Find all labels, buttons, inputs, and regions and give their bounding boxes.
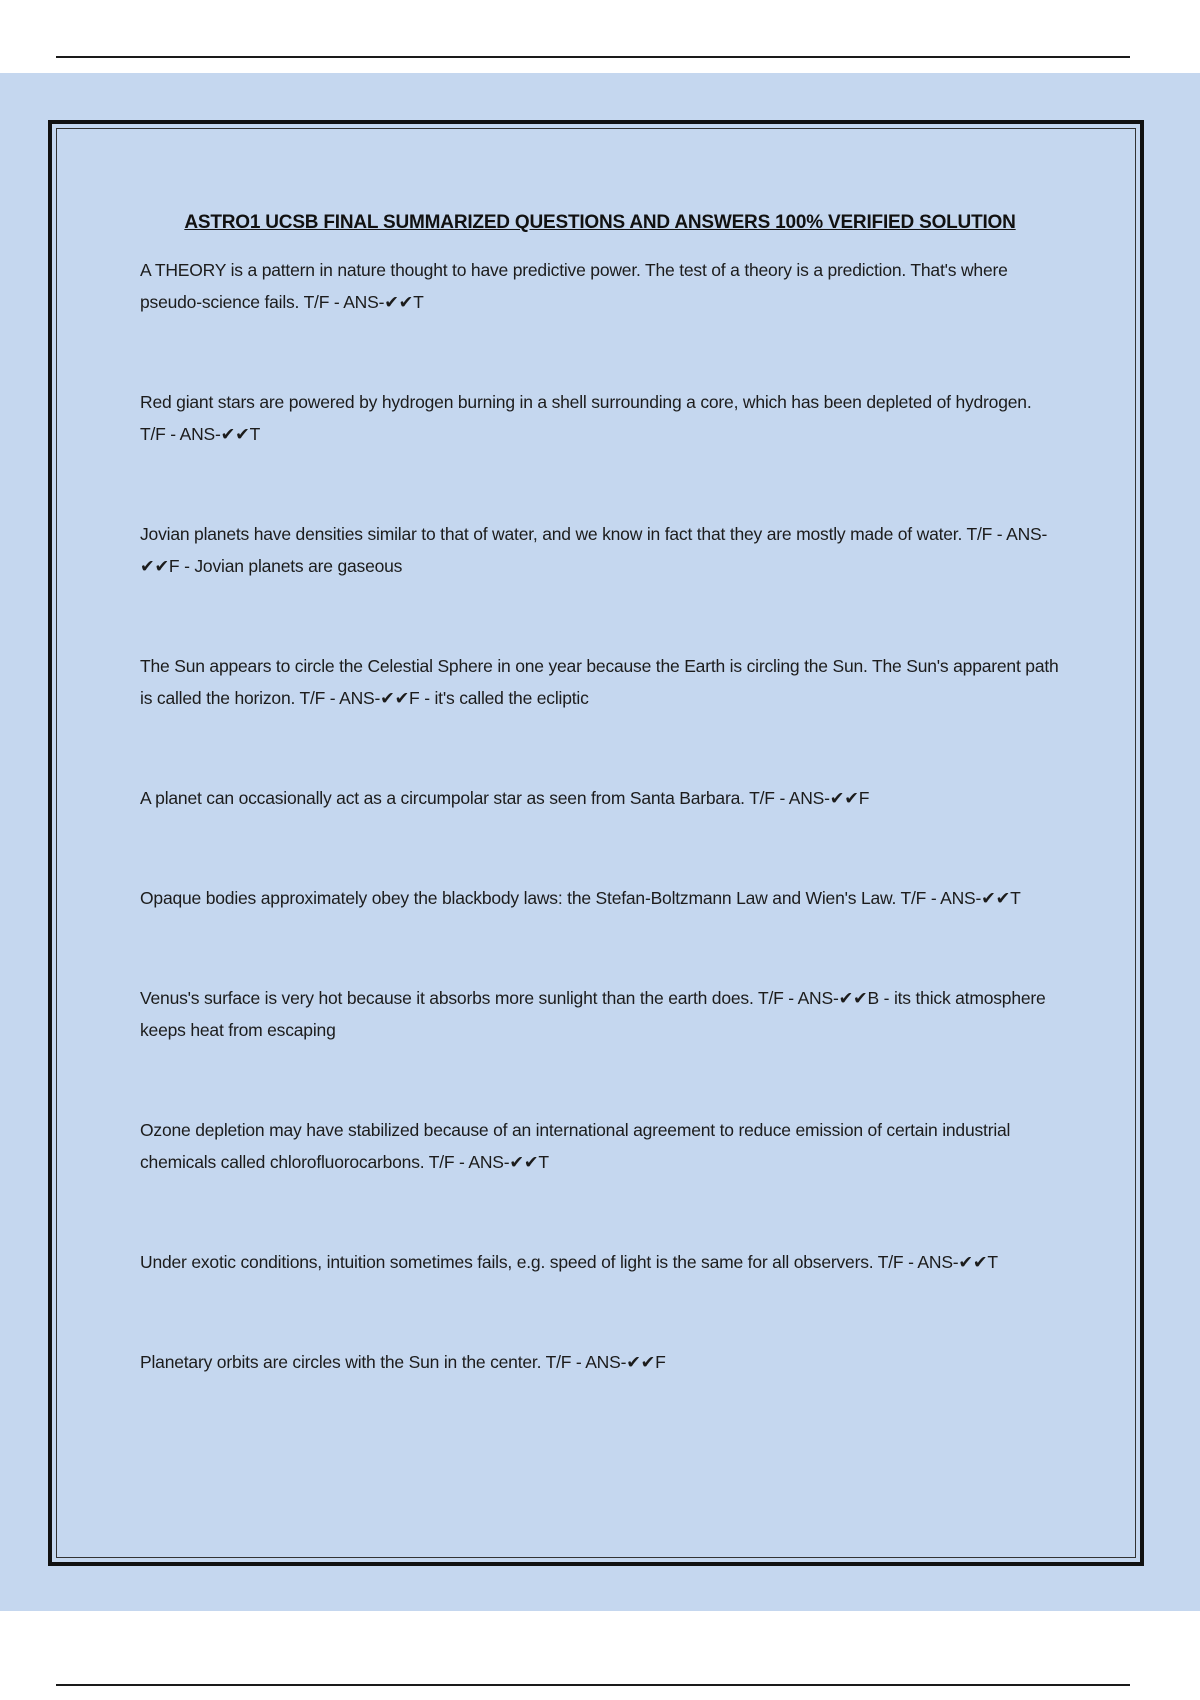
question-item: Venus's surface is very hot because it absorbs more sunlight than the earth does. T/F - ANS-✔✔B - its thick atmosphere keeps heat from escaping	[140, 988, 1046, 1040]
document-content	[140, 212, 1060, 1378]
question-item: The Sun appears to circle the Celestial Sphere in one year because the Earth is circling the Sun. The Sun's apparent path is called the horizon. T/F - ANS-✔✔F - it's called the ecliptic	[140, 656, 1059, 708]
question-item: Ozone depletion may have stabilized because of an international agreement to reduce emission of certain industrial chemicals called chlorofluorocarbons. T/F - ANS-✔✔T	[140, 1120, 1011, 1172]
footer-rule	[56, 1684, 1130, 1686]
question-item: A THEORY is a pattern in nature thought to have predictive power. The test of a theory is a prediction. That's where pseudo-science fails. T/F - ANS-✔✔T	[140, 260, 1008, 312]
question-list	[140, 254, 1060, 1378]
question-item: Red giant stars are powered by hydrogen burning in a shell surrounding a core, which has been depleted of hydrogen. T/F - ANS-✔✔T	[140, 392, 1032, 444]
question-item: Jovian planets have densities similar to that of water, and we know in fact that they are mostly made of water. T/F - ANS-✔✔F - Jovian planets are gaseous	[140, 524, 1048, 576]
question-item: Under exotic conditions, intuition sometimes fails, e.g. speed of light is the same for all observers. T/F - ANS-✔✔T	[140, 1252, 998, 1272]
document-title: ASTRO1 UCSB FINAL SUMMARIZED QUESTIONS AND ANSWERS 100% VERIFIED SOLUTION	[184, 212, 1016, 233]
question-item: Opaque bodies approximately obey the blackbody laws: the Stefan-Boltzmann Law and Wien's Law. T/F - ANS-✔✔T	[140, 888, 1021, 908]
header-rule	[56, 56, 1130, 58]
question-item: Planetary orbits are circles with the Sun in the center. T/F - ANS-✔✔F	[140, 1352, 666, 1372]
question-item: A planet can occasionally act as a circumpolar star as seen from Santa Barbara. T/F - ANS-✔✔F	[140, 788, 870, 808]
